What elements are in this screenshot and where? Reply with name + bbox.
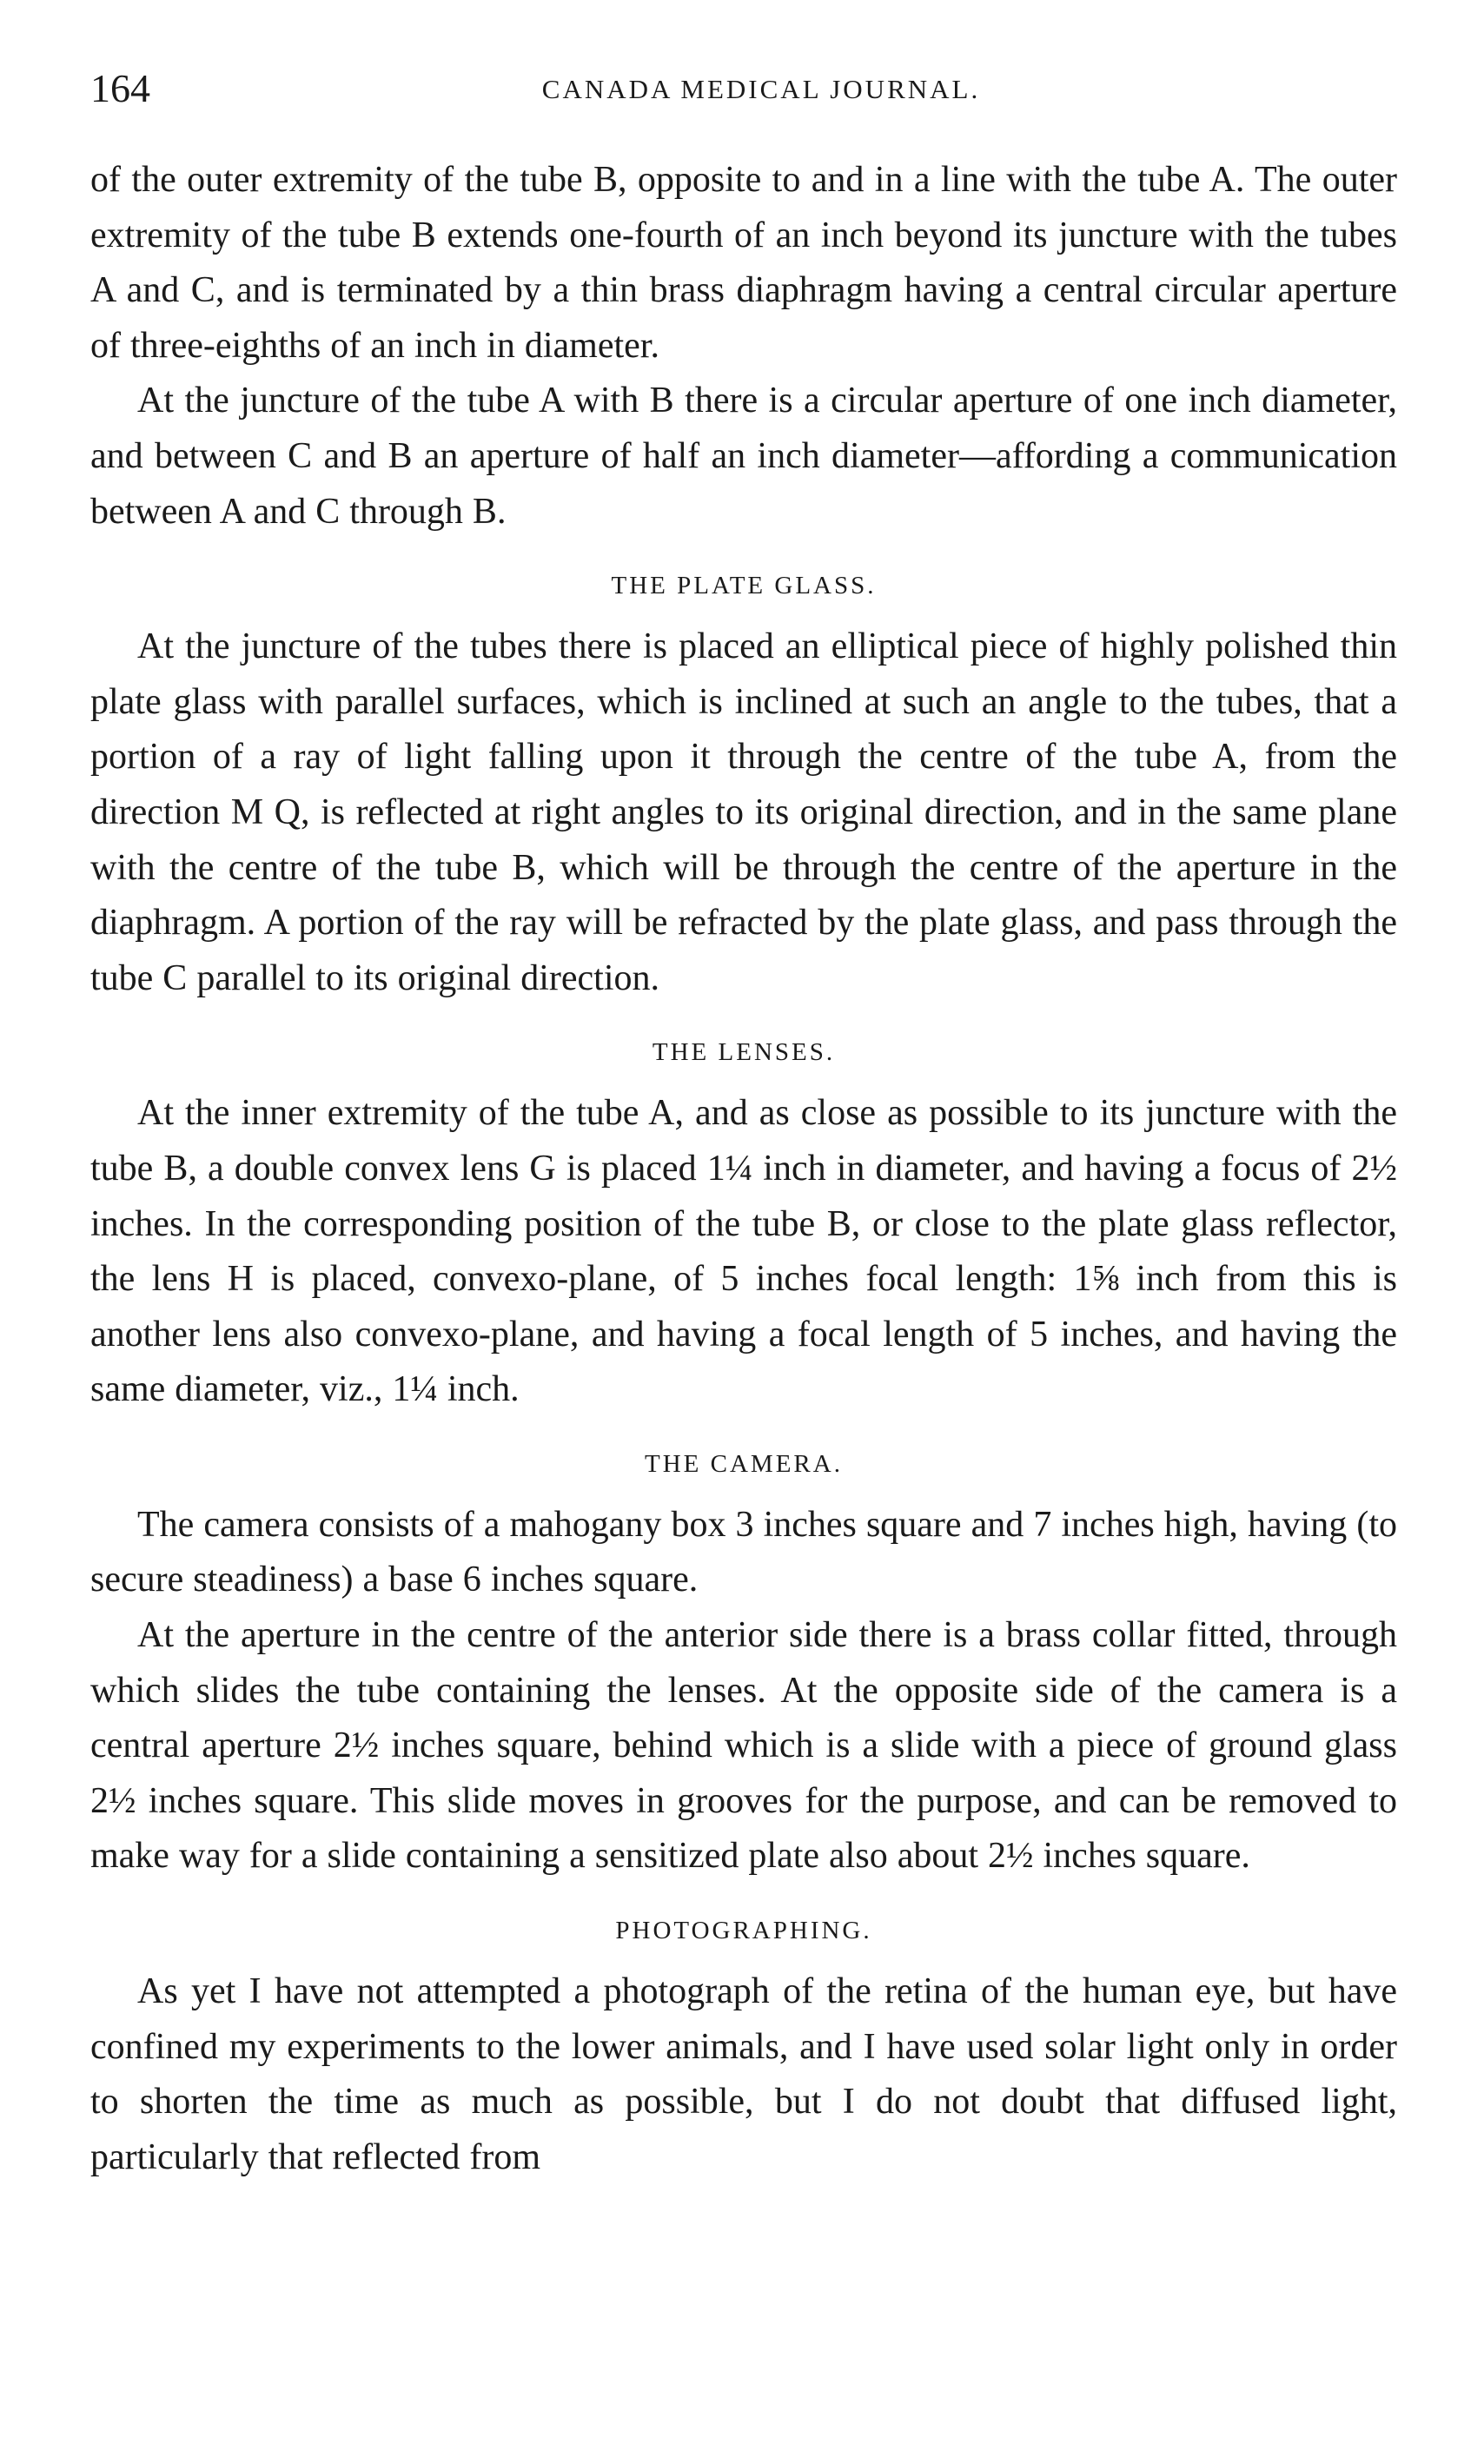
heading-lenses: THE LENSES. <box>652 1038 836 1067</box>
paragraph-camera-box: The camera consists of a mahogany box 3 inches square and 7 inches high, having (to secure steadiness) a base 6 inches square. <box>90 1504 1397 1600</box>
running-head <box>90 63 1397 115</box>
body-text <box>90 153 1397 2185</box>
page-number: 164 <box>90 66 150 110</box>
paragraph-lenses: At the inner extremity of the tube A, and as close as possible to its juncture with the tube B, a double convex lens G is placed 1¼ inch in diameter, and having a focus of 2½ inches. In the corresponding position of the tube B, or close to the plate glass reflector, the lens H is placed, convexo-plane, of 5 inches focal length: 1⅝ inch from this is another lens also convexo-plane, and having a focal length of 5 inches, and having the same diameter, viz., 1¼ inch. <box>90 1093 1397 1410</box>
heading-camera: THE CAMERA. <box>645 1449 843 1478</box>
paragraph-plate-glass: At the juncture of the tubes there is placed an elliptical piece of highly polished thin plate glass with parallel surfaces, which is inclined at such an angle to the tubes, that a portion of a ray of light falling upon it through the centre of the tube A, from the direction M Q, is reflected at right angles to its original direction, and in the same plane with the centre of the tube B, which will be through the centre of the aperture in the diaphragm. A portion of the ray will be refracted by the plate glass, and pass through the tube C parallel to its original direction. <box>90 626 1397 998</box>
paragraph-tube-b-extremity: of the outer extremity of the tube B, opposite to and in a line with the tube A. The outer extremity of the tube B extends one-fourth of an inch beyond its juncture with the tubes A and C, and is terminated by a thin brass diaphragm having a central circular aperture of three-eighths of an inch in diameter. <box>90 160 1397 366</box>
heading-photographing: PHOTOGRAPHING. <box>615 1917 872 1945</box>
journal-title: CANADA MEDICAL JOURNAL. <box>541 74 981 104</box>
paragraph-camera-aperture: At the aperture in the centre of the anterior side there is a brass collar fitted, through which slides the tube containing the lenses. At the opposite side of the camera is a central aperture 2½ inches square, behind which is a slide with a piece of ground glass 2½ inches square. This slide moves in grooves for the purpose, and can be removed to make way for a slide containing a sensitized plate also about 2½ inches square. <box>90 1615 1397 1877</box>
paragraph-photographing: As yet I have not attempted a photograph of the retina of the human eye, but have confined my experiments to the lower animals, and I have used solar light only in order to shorten the time as much as possible, but I do not doubt that diffused light, particularly that reflected from <box>90 1971 1397 2177</box>
heading-plate-glass: THE PLATE GLASS. <box>611 572 877 600</box>
paragraph-apertures: At the juncture of the tube A with B there is a circular aperture of one inch diameter, and between C and B an aperture of half an inch diameter—affording a communication between A and C through B. <box>90 381 1397 532</box>
